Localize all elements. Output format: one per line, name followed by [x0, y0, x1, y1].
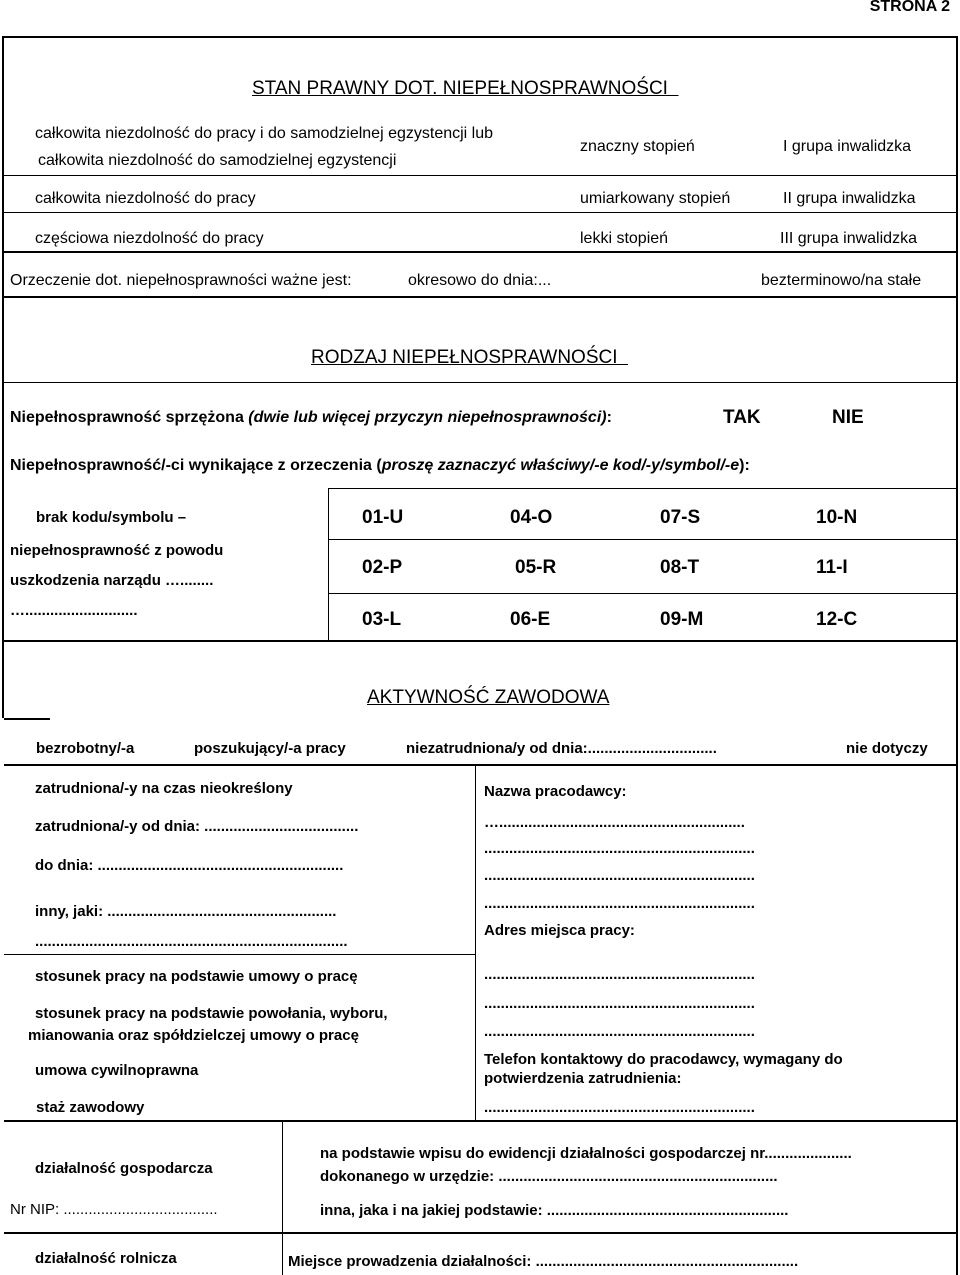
codes-label: Niepełnosprawność/-ci wynikające z orzeczenia (proszę zaznaczyć właściwy/-e kod/-y/symbol/-e): [10, 457, 750, 474]
combined-disability-label: Niepełnosprawność sprzężona (dwie lub więcej przyczyn niepełnosprawności): [10, 409, 612, 426]
indefinite-employment-option[interactable]: zatrudniona/-y na czas nieokreślony [35, 780, 293, 797]
combined-yes-option[interactable]: TAK [723, 407, 761, 428]
codes-left-line [328, 488, 329, 640]
work-activity-title: AKTYWNOŚĆ ZAWODOWA [367, 687, 610, 708]
employer-name-field[interactable]: …........................................................... [484, 814, 745, 831]
disability-type-title: RODZAJ NIEPEŁNOSPRAWNOŚCI [311, 347, 618, 368]
code-11-I[interactable]: 11-I [816, 557, 848, 578]
work-vertical-divider [475, 764, 476, 1121]
civil-contract-option[interactable]: umowa cywilnoprawna [35, 1062, 199, 1079]
code-04-O[interactable]: 04-O [510, 507, 553, 528]
short-divider [4, 718, 50, 720]
code-09-M[interactable]: 09-M [660, 609, 704, 630]
appointment-option-line2[interactable]: mianowania oraz spółdzielczej umowy o pracę [28, 1027, 359, 1044]
employer-phone-field[interactable]: ................................................................. [484, 1099, 755, 1116]
codes-row-line [328, 539, 958, 540]
code-02-P[interactable]: 02-P [362, 557, 403, 578]
business-registry-field[interactable]: na podstawie wpisu do ewidencji działalności gospodarczej nr..................... [320, 1145, 852, 1162]
employer-address-field[interactable]: ................................................................. [484, 966, 755, 983]
organ-damage-line1: niepełnosprawność z powodu [10, 542, 224, 559]
employer-name-field-3[interactable]: ................................................................. [484, 867, 755, 884]
frame-top [2, 36, 958, 38]
organ-damage-line2[interactable]: uszkodzenia narządu …........ [10, 572, 214, 589]
farming-vertical-divider [282, 1232, 283, 1275]
code-12-C[interactable]: 12-C [816, 609, 858, 630]
group-3: III grupa inwalidzka [780, 230, 917, 247]
codes-row-line [328, 593, 958, 594]
not-employed-since-field[interactable]: niezatrudniona/y od dnia:............................... [406, 740, 717, 757]
group-2: II grupa inwalidzka [783, 190, 916, 207]
legal-row1-left-line1: całkowita niezdolność do pracy i do samodzielnej egzystencji lub [35, 125, 494, 142]
no-code-option[interactable]: brak kodu/symbolu – [36, 509, 187, 526]
code-01-U[interactable]: 01-U [362, 507, 404, 528]
frame-left [2, 36, 4, 718]
section-divider [4, 1120, 958, 1122]
legal-status-title: STAN PRAWNY DOT. NIEPEŁNOSPRAWNOŚCI [252, 78, 668, 99]
section-divider [4, 640, 958, 642]
business-other-field[interactable]: inna, jaka i na jakiej podstawie: .......................................................... [320, 1202, 789, 1219]
legal-row2-left: całkowita niezdolność do pracy [35, 190, 256, 207]
business-place-field[interactable]: Miejsce prowadzenia działalności: ............................................................... [288, 1253, 799, 1270]
not-applicable-option[interactable]: nie dotyczy [846, 740, 928, 757]
business-vertical-divider [282, 1120, 283, 1233]
appointment-option-line1[interactable]: stosunek pracy na podstawie powołania, wyboru, [35, 1005, 388, 1022]
code-07-S[interactable]: 07-S [660, 507, 701, 528]
page-label: STRONA 2 [869, 0, 950, 15]
row-divider [4, 175, 958, 176]
employed-to-field[interactable]: do dnia: ........................................................... [35, 857, 344, 874]
legal-row1-left-line2: całkowita niezdolność do samodzielnej egzystencji [38, 152, 397, 169]
frame-right [956, 36, 958, 1275]
employer-name-field-4[interactable]: ................................................................. [484, 895, 755, 912]
employer-phone-label-line1: Telefon kontaktowy do pracodawcy, wymagany do [484, 1051, 843, 1068]
unemployed-option[interactable]: bezrobotny/-a [36, 740, 135, 757]
row-divider [4, 954, 476, 955]
employer-address-label: Adres miejsca pracy: [484, 922, 635, 939]
employer-name-label: Nazwa pracodawcy: [484, 783, 627, 800]
code-10-N[interactable]: 10-N [816, 507, 858, 528]
jobseeker-option[interactable]: poszukujący/-a pracy [194, 740, 346, 757]
degree-significant: znaczny stopień [580, 138, 695, 155]
nip-field[interactable]: Nr NIP: ..................................... [10, 1201, 218, 1218]
section-divider [4, 296, 958, 298]
employment-contract-option[interactable]: stosunek pracy na podstawie umowy o pracę [35, 968, 358, 985]
section-divider [4, 764, 958, 766]
group-1: I grupa inwalidzka [783, 138, 912, 155]
code-05-R[interactable]: 05-R [515, 557, 557, 578]
business-activity-option[interactable]: działalność gospodarcza [35, 1160, 213, 1177]
validity-label: Orzeczenie dot. niepełnosprawności ważne jest: [10, 272, 352, 289]
code-08-T[interactable]: 08-T [660, 557, 700, 578]
section-divider [4, 382, 958, 383]
row-divider [4, 251, 958, 253]
employer-name-field-2[interactable]: ................................................................. [484, 840, 755, 857]
section-divider [4, 1232, 958, 1234]
code-03-L[interactable]: 03-L [362, 609, 402, 630]
internship-option[interactable]: staż zawodowy [36, 1099, 145, 1116]
validity-permanent[interactable]: bezterminowo/na stałe [761, 272, 922, 289]
degree-mild: lekki stopień [580, 230, 669, 247]
code-06-E[interactable]: 06-E [510, 609, 551, 630]
employer-address-field-3[interactable]: ................................................................. [484, 1023, 755, 1040]
other-employment-cont[interactable]: ........................................................................... [35, 933, 348, 950]
employer-address-field-2[interactable]: ................................................................. [484, 995, 755, 1012]
degree-moderate: umiarkowany stopień [580, 190, 731, 207]
codes-top-line [328, 488, 958, 489]
other-employment-field[interactable]: inny, jaki: ....................................................... [35, 903, 337, 920]
employer-phone-label-line2: potwierdzenia zatrudnienia: [484, 1070, 682, 1087]
farming-activity-option[interactable]: działalność rolnicza [35, 1250, 177, 1267]
organ-damage-line3[interactable]: …........................... [10, 602, 138, 619]
combined-no-option[interactable]: NIE [832, 407, 864, 428]
validity-periodic[interactable]: okresowo do dnia:... [408, 272, 552, 289]
employed-from-field[interactable]: zatrudniona/-y od dnia: ..................................... [35, 818, 359, 835]
row-divider [4, 212, 958, 213]
business-office-field[interactable]: dokonanego w urzędzie: ................................................................... [320, 1168, 778, 1185]
legal-row3-left: częściowa niezdolność do pracy [35, 230, 264, 247]
